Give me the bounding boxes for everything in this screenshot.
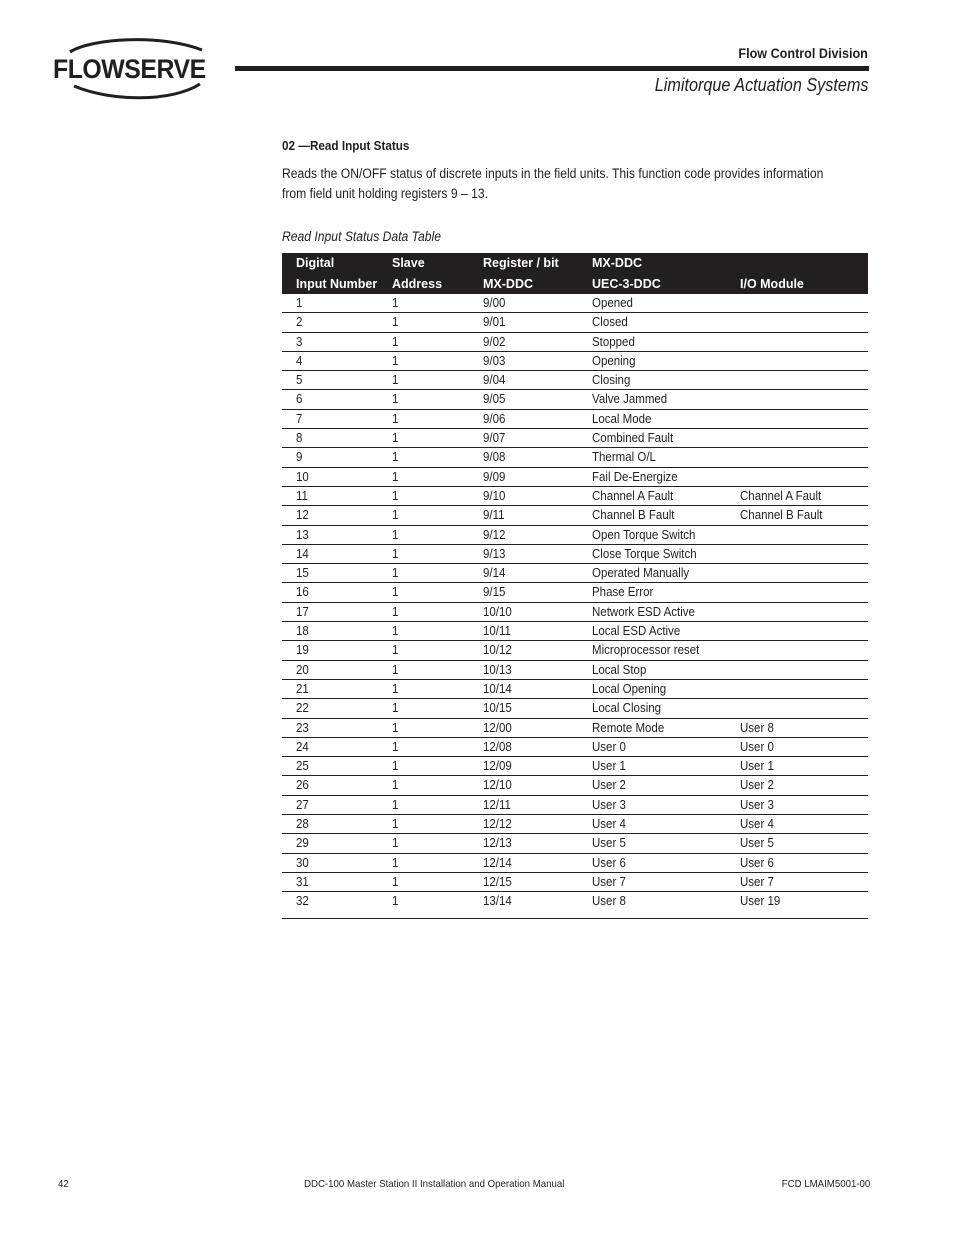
table-cell: User 8 (740, 720, 774, 735)
table-cell: 9/11 (483, 508, 505, 523)
header-cell (483, 253, 559, 294)
table-cell: 1 (392, 681, 399, 696)
table-cell: 7 (296, 411, 303, 426)
table-cell: 10/15 (483, 701, 512, 716)
table-cell: 12/13 (483, 836, 512, 851)
table-cell: User 7 (740, 874, 774, 889)
table-cell: Local Opening (592, 681, 667, 696)
table-cell: User 1 (740, 759, 774, 774)
table-row (282, 526, 868, 545)
header-line (740, 253, 804, 274)
table-row (282, 603, 868, 622)
table-row (282, 854, 868, 873)
table-row (282, 564, 868, 583)
table-cell: Opened (592, 296, 633, 310)
table-cell: 1 (392, 353, 399, 368)
table-cell: 1 (392, 411, 399, 426)
section-title: 02 —Read Input Status (282, 138, 410, 153)
table-cell: 1 (392, 720, 399, 735)
table-cell: 9/01 (483, 315, 506, 330)
table-row (282, 815, 868, 834)
table-cell: 1 (392, 855, 399, 870)
table-row (282, 719, 868, 738)
table-cell: 1 (392, 431, 399, 446)
table-cell: Opening (592, 353, 636, 368)
table-cell: Local Stop (592, 662, 647, 677)
table-cell: User 4 (740, 817, 774, 832)
table-cell: 11 (296, 488, 308, 503)
section-body-line: Reads the ON/OFF status of discrete inputs in the field units. This function code provides information (282, 166, 824, 181)
read-input-status-table (282, 253, 868, 919)
table-cell: 1 (392, 315, 399, 330)
table-cell: 18 (296, 624, 309, 639)
table-cell: 1 (392, 643, 399, 658)
table-cell: 31 (296, 874, 309, 889)
table-body (282, 294, 868, 919)
table-cell: Stopped (592, 334, 635, 349)
table-cell: 1 (392, 373, 399, 388)
table-cell: 1 (392, 894, 399, 909)
table-cell: 9/14 (483, 566, 506, 581)
table-cell: User 3 (740, 797, 774, 812)
table-cell: 22 (296, 701, 309, 716)
table-cell: User 3 (592, 797, 626, 812)
table-row (282, 506, 868, 525)
table-cell: User 2 (740, 778, 774, 793)
table-cell: 9/10 (483, 488, 506, 503)
manual-title: DDC-100 Master Station II Installation and Operation Manual (304, 1178, 565, 1190)
table-row (282, 448, 868, 467)
table-row (282, 410, 868, 429)
table-cell: 9/15 (483, 585, 506, 600)
table-cell: 1 (392, 296, 399, 310)
table-cell: 12/00 (483, 720, 512, 735)
table-row (282, 834, 868, 853)
table-cell: 1 (392, 334, 399, 349)
table-cell: 10/12 (483, 643, 512, 658)
table-row (282, 313, 868, 332)
table-cell: 17 (296, 604, 309, 619)
table-cell: Channel B Fault (592, 508, 675, 523)
table-cell: Microprocessor reset (592, 643, 700, 658)
table-cell: 1 (392, 546, 399, 561)
header-subtitle: Limitorque Actuation Systems (654, 75, 868, 95)
table-cell: User 6 (592, 855, 626, 870)
table-cell: User 7 (592, 874, 626, 889)
table-cell: 12 (296, 508, 309, 523)
division-label: Flow Control Division (738, 45, 868, 61)
table-cell: 9/03 (483, 353, 506, 368)
header-cell (296, 253, 377, 294)
table-cell: 1 (392, 508, 399, 523)
table-cell: 19 (296, 643, 309, 658)
table-row (282, 873, 868, 892)
table-cell: Operated Manually (592, 566, 690, 581)
table-cell: 5 (296, 373, 303, 388)
table-cell: 1 (392, 836, 399, 851)
table-cell: 10/11 (483, 624, 511, 639)
table-cell: Channel B Fault (740, 508, 823, 523)
table-cell: Network ESD Active (592, 604, 695, 619)
table-cell: 1 (392, 874, 399, 889)
table-row (282, 352, 868, 371)
header-line: Address (392, 276, 443, 291)
table-cell: 9/08 (483, 450, 506, 465)
table-cell: 12/09 (483, 759, 512, 774)
table-cell: 32 (296, 894, 309, 909)
flowserve-logo (52, 36, 217, 100)
table-row (282, 294, 868, 313)
header-line: MX-DDC (483, 276, 533, 291)
document-code: FCD LMAIM5001-00 (781, 1178, 870, 1190)
table-cell: 9/13 (483, 546, 506, 561)
table-cell: Combined Fault (592, 431, 674, 446)
header-cell (392, 253, 442, 294)
header-line: UEC-3-DDC (592, 276, 661, 291)
table-cell: 10/10 (483, 604, 512, 619)
table-cell: 20 (296, 662, 309, 677)
table-header (282, 253, 868, 294)
header-line: Input Number (296, 276, 378, 291)
table-cell: Local Closing (592, 701, 662, 716)
table-cell: 13/14 (483, 894, 512, 909)
table-cell: 12/14 (483, 855, 512, 870)
table-cell: 1 (392, 759, 399, 774)
table-cell: 21 (296, 681, 309, 696)
table-cell: Closed (592, 315, 628, 330)
table-cell: 1 (392, 469, 399, 484)
table-cell: User 2 (592, 778, 626, 793)
table-row (282, 641, 868, 660)
table-cell: Valve Jammed (592, 392, 668, 407)
table-row (282, 487, 868, 506)
header-cell (592, 253, 661, 294)
table-cell: 12/12 (483, 817, 512, 832)
table-cell: 9/12 (483, 527, 506, 542)
table-cell: 1 (392, 604, 399, 619)
table-cell: Channel A Fault (592, 488, 674, 503)
table-cell: 28 (296, 817, 309, 832)
table-row (282, 796, 868, 815)
table-cell: 1 (392, 585, 399, 600)
table-cell: User 4 (592, 817, 626, 832)
table-cell: 9/07 (483, 431, 506, 446)
table-cell: User 8 (592, 894, 626, 909)
header-line: MX-DDC (592, 256, 642, 270)
table-cell: 1 (392, 527, 399, 542)
header-line: Slave (392, 256, 425, 270)
table-cell: 12/10 (483, 778, 512, 793)
table-row (282, 622, 868, 641)
table-cell: 1 (392, 392, 399, 407)
table-cell: 10/14 (483, 681, 512, 696)
table-row (282, 661, 868, 680)
table-cell: 9/02 (483, 334, 506, 349)
table-cell: 3 (296, 334, 303, 349)
table-cell: 1 (296, 296, 303, 310)
table-cell: 9/04 (483, 373, 506, 388)
table-cell: User 6 (740, 855, 774, 870)
table-cell: 10 (296, 469, 309, 484)
table-cell: 25 (296, 759, 309, 774)
table-cell: 1 (392, 797, 399, 812)
table-cell: Local Mode (592, 411, 652, 426)
table-cell: 8 (296, 431, 303, 446)
header-cell (740, 253, 804, 294)
table-cell: 2 (296, 315, 303, 330)
table-caption: Read Input Status Data Table (282, 229, 441, 244)
table-cell: 27 (296, 797, 309, 812)
logo-wordmark: FLOWSERVE (53, 54, 206, 84)
table-cell: 6 (296, 392, 303, 407)
table-cell: 9/06 (483, 411, 506, 426)
table-cell: Thermal O/L (592, 450, 656, 465)
page-number: 42 (58, 1178, 69, 1190)
section-body-line: from field unit holding registers 9 – 13. (282, 186, 488, 201)
table-cell: 12/08 (483, 739, 512, 754)
table-cell: 1 (392, 488, 399, 503)
table-row (282, 333, 868, 352)
table-row (282, 545, 868, 564)
header-line: I/O Module (740, 276, 804, 291)
table-cell: 12/11 (483, 797, 511, 812)
table-cell: 10/13 (483, 662, 512, 677)
table-cell: 1 (392, 662, 399, 677)
table-cell: Fail De-Energize (592, 469, 678, 484)
header-line: Register / bit (483, 256, 559, 270)
table-row (282, 583, 868, 602)
table-cell: Remote Mode (592, 720, 665, 735)
table-cell: Closing (592, 373, 631, 388)
table-cell: 1 (392, 701, 399, 716)
table-row (282, 776, 868, 795)
table-cell: 1 (392, 739, 399, 754)
table-cell: 1 (392, 450, 399, 465)
table-cell: User 19 (740, 894, 781, 909)
table-cell: User 1 (592, 759, 626, 774)
table-cell: User 5 (740, 836, 774, 851)
table-cell: 9 (296, 450, 303, 465)
table-cell: 9/09 (483, 469, 506, 484)
table-cell: 13 (296, 527, 309, 542)
table-row (282, 371, 868, 390)
table-row (282, 429, 868, 448)
table-cell: User 0 (592, 739, 626, 754)
table-cell: 4 (296, 353, 303, 368)
table-cell: 24 (296, 739, 309, 754)
table-row (282, 468, 868, 487)
table-cell: 12/15 (483, 874, 512, 889)
table-row (282, 892, 868, 919)
table-cell: 26 (296, 778, 309, 793)
table-cell: 23 (296, 720, 309, 735)
table-cell: 16 (296, 585, 309, 600)
table-row (282, 680, 868, 699)
header-line: Digital (296, 256, 335, 270)
table-cell: 1 (392, 624, 399, 639)
table-cell: 14 (296, 546, 309, 561)
table-cell: 15 (296, 566, 309, 581)
table-cell: User 0 (740, 739, 774, 754)
table-cell: 1 (392, 817, 399, 832)
table-cell: 1 (392, 778, 399, 793)
table-cell: 9/00 (483, 296, 506, 310)
table-cell: Channel A Fault (740, 488, 822, 503)
table-row (282, 757, 868, 776)
table-cell: 9/05 (483, 392, 506, 407)
table-cell: 29 (296, 836, 309, 851)
table-row (282, 699, 868, 718)
table-cell: Close Torque Switch (592, 546, 697, 561)
table-cell: 30 (296, 855, 309, 870)
table-cell: User 5 (592, 836, 626, 851)
table-row (282, 738, 868, 757)
table-cell: Phase Error (592, 585, 654, 600)
header-rule (235, 66, 869, 71)
table-row (282, 390, 868, 409)
table-cell: Open Torque Switch (592, 527, 696, 542)
section-body (282, 164, 858, 204)
table-cell: 1 (392, 566, 399, 581)
table-cell: Local ESD Active (592, 624, 681, 639)
